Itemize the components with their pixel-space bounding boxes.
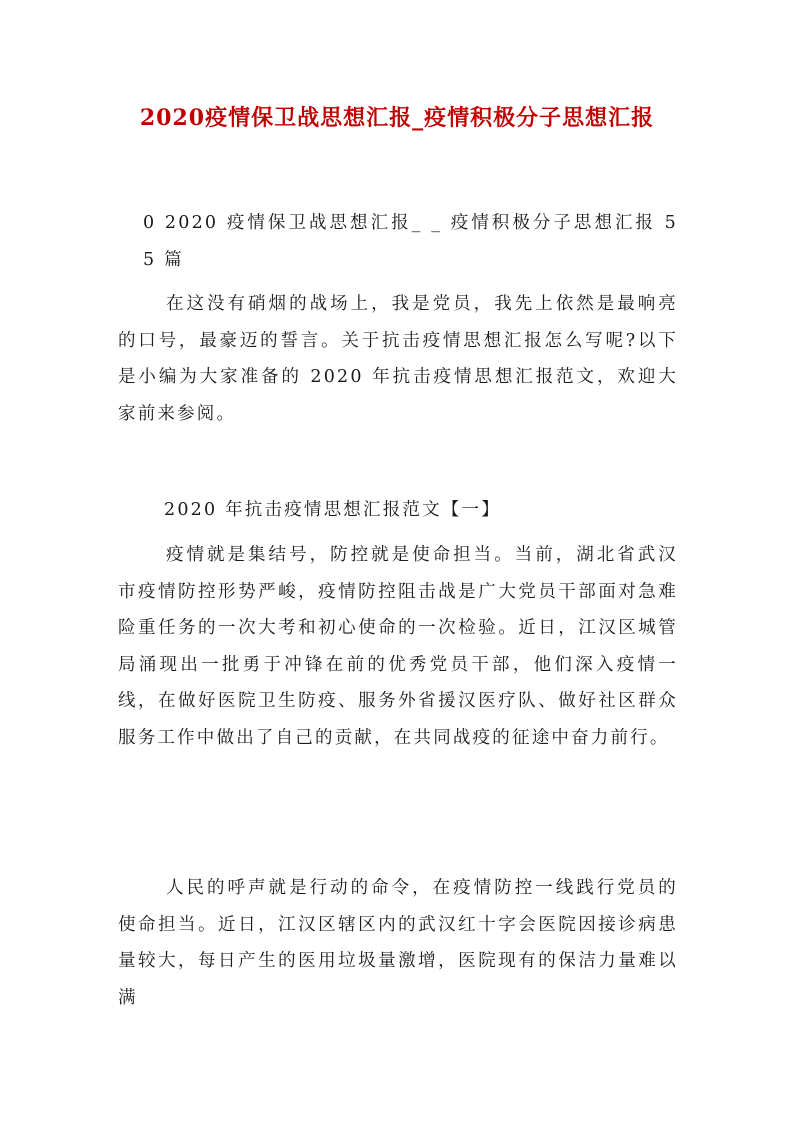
document-subtitle (118, 205, 678, 278)
section-heading: 2020 年抗击疫情思想汇报范文【一】 (164, 500, 501, 520)
document-title: 2020疫情保卫战思想汇报_疫情积极分子思想汇报 (139, 105, 655, 131)
body-paragraph-2: 人民的呼声就是行动的命令，在疫情防控一线践行党员的使命担当。近日，江汉区辖区内的武汉红十字会医院因接诊病患量较大，每日产生的医用垃圾量激增，医院现有的保洁力量难以满 (118, 878, 678, 1008)
subtitle-text: 0 2020 疫情保卫战思想汇报_ _ 疫情积极分子思想汇报 5 5 篇 (143, 213, 678, 270)
intro-paragraph: 在这没有硝烟的战场上，我是党员，我先上依然是最响亮的口号，最豪迈的誓言。关于抗击疫情思想汇报怎么写呢?以下是小编为大家准备的 2020 年抗击疫情思想汇报范文，欢迎大家前来参阅。 (118, 294, 678, 424)
body-paragraph-1: 疫情就是集结号，防控就是使命担当。当前，湖北省武汉市疫情防控形势严峻，疫情防控阻击战是广大党员干部面对急难险重任务的一次大考和初心使命的一次检验。近日，江汉区城管局涌现出一批勇于冲锋在前的优秀党员干部，他们深入疫情一线，在做好医院卫生防疫、服务外省援汉医疗队、做好社区群众服务工作中做出了自己的贡献，在共同战疫的征途中奋力前行。 (118, 545, 678, 748)
